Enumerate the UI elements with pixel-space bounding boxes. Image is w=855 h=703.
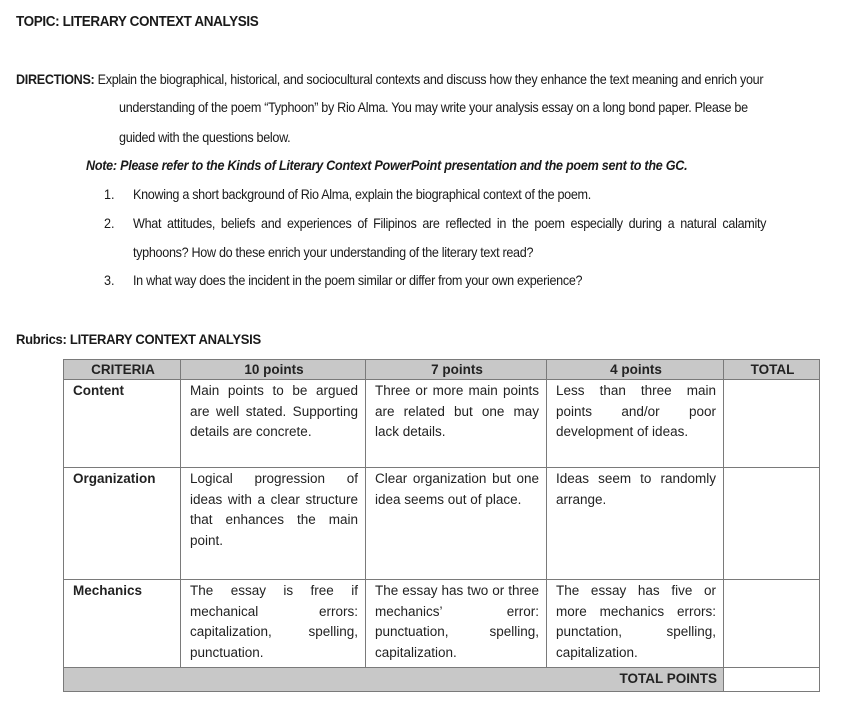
table-row (64, 580, 820, 668)
directions-line-1 (16, 71, 763, 87)
criteria-cell: Organization (64, 468, 181, 580)
total-points-row (64, 668, 820, 692)
criteria-cell: Content (64, 380, 181, 468)
rubric-header-row (64, 360, 820, 380)
header-10-points: 10 points (181, 360, 366, 380)
table-row (64, 468, 820, 580)
total-cell[interactable] (724, 468, 820, 580)
question-text: What attitudes, beliefs and experiences of Filipinos are reflected in the poem especially during a natural calamity (133, 215, 767, 231)
note-text: Note: Please refer to the Kinds of Literary Context PowerPoint presentation and the poem sent to the GC. (86, 157, 688, 173)
header-criteria: CRITERIA (64, 360, 181, 380)
seven-points-cell: Clear organization but one idea seems out of place. (366, 468, 547, 580)
table-row (64, 380, 820, 468)
seven-points-cell: Three or more main points are related but one may lack details. (366, 380, 547, 468)
question-text: Knowing a short background of Rio Alma, explain the biographical context of the poem. (133, 186, 591, 202)
total-points-value[interactable] (724, 668, 820, 692)
ten-points-cell: Logical progression of ideas with a clear structure that enhances the main point. (181, 468, 366, 580)
topic-heading: TOPIC: LITERARY CONTEXT ANALYSIS (16, 14, 259, 30)
question-text: In what way does the incident in the poem similar or differ from your own experience? (133, 272, 583, 288)
header-7-points: 7 points (366, 360, 547, 380)
directions-line-3: guided with the questions below. (119, 129, 291, 145)
total-cell[interactable] (724, 580, 820, 668)
ten-points-cell: The essay is free if mechanical errors: capitalization, spelling, punctuation. (181, 580, 366, 668)
rubric-table (63, 359, 820, 692)
question-number: 1. (104, 186, 115, 202)
header-total: TOTAL (724, 360, 820, 380)
directions-line-2: understanding of the poem “Typhoon” by Rio Alma. You may write your analysis essay on a long bond paper. Please be (119, 99, 748, 115)
criteria-cell: Mechanics (64, 580, 181, 668)
directions-label: DIRECTIONS: (16, 71, 95, 87)
question-number: 3. (104, 272, 115, 288)
rubric-title: Rubrics: LITERARY CONTEXT ANALYSIS (16, 331, 261, 347)
total-cell[interactable] (724, 380, 820, 468)
four-points-cell: Less than three main points and/or poor development of ideas. (547, 380, 724, 468)
header-4-points: 4 points (547, 360, 724, 380)
ten-points-cell: Main points to be argued are well stated. Supporting details are concrete. (181, 380, 366, 468)
directions-text-1: Explain the biographical, historical, and sociocultural contexts and discuss how they enhance the text meaning and enrich your (97, 71, 764, 87)
seven-points-cell: The essay has two or three mechanics’ error: punctuation, spelling, capitalization. (366, 580, 547, 668)
four-points-cell: Ideas seem to randomly arrange. (547, 468, 724, 580)
question-text-continued: typhoons? How do these enrich your understanding of the literary text read? (133, 244, 534, 260)
total-points-label: TOTAL POINTS (64, 668, 724, 692)
question-number: 2. (104, 215, 115, 231)
four-points-cell: The essay has five or more mechanics errors: punctation, spelling, capitalization. (547, 580, 724, 668)
